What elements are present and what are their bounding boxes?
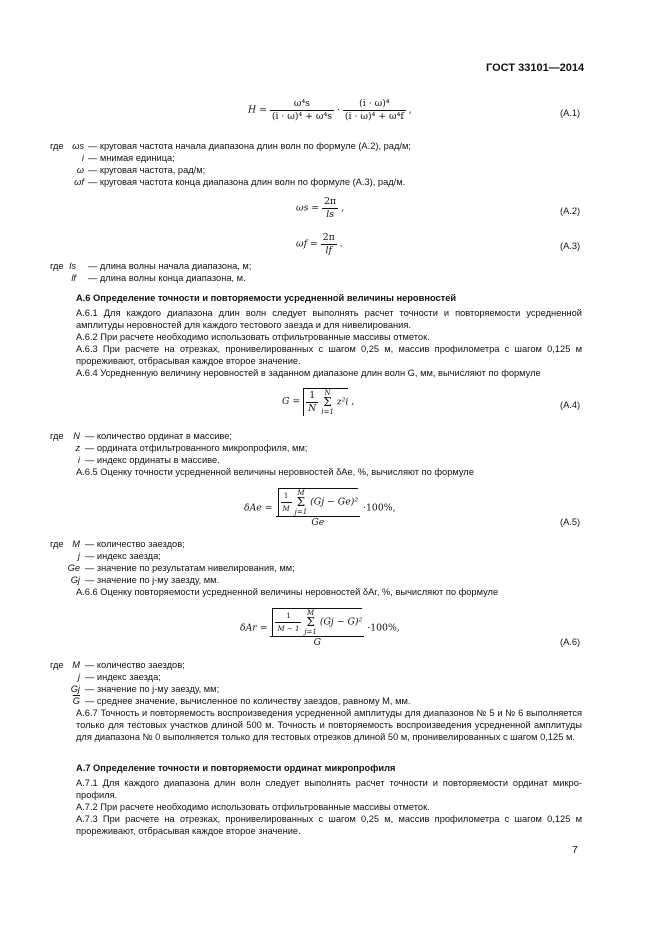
- numerator: [270, 608, 364, 637]
- sigma-icon: Σ: [296, 495, 306, 509]
- fraction: [321, 232, 337, 257]
- sum-lower: j=1: [304, 628, 317, 636]
- def-symbol: j: [77, 672, 80, 682]
- numerator: 1: [281, 490, 292, 503]
- sum-term: (Gj − Ge)²: [310, 496, 359, 508]
- eq-lhs: G =: [282, 396, 301, 407]
- sqrt-radical: [278, 488, 359, 516]
- sum-upper: M: [297, 489, 305, 497]
- numerator: 2π: [324, 196, 337, 207]
- def-symbol: ω: [76, 165, 84, 175]
- def-text: — круговая частота конца диапазона длин волн по формуле (А.3), рад/м.: [88, 177, 406, 187]
- numerator: ω⁴s: [270, 98, 334, 111]
- def-text: — длина волны начала диапазона, м;: [88, 261, 252, 271]
- sum-lower: i=1: [321, 408, 334, 416]
- sum-lower: j=1: [294, 508, 308, 516]
- def-text: — индекс заезда;: [85, 551, 161, 561]
- def-text: — мнимая единица;: [88, 153, 175, 163]
- def-symbol: j: [77, 551, 80, 561]
- sum-upper: M: [307, 609, 315, 617]
- equation-a4: [282, 388, 354, 416]
- def-symbol: ωs: [72, 141, 84, 151]
- eq-tail: ,: [408, 104, 412, 116]
- equation-a6: [240, 608, 400, 649]
- document-code: ГОСТ 33101—2014: [486, 62, 585, 74]
- sigma-icon: Σ: [306, 615, 315, 629]
- def-symbol: ls: [69, 261, 76, 271]
- equation-number: (А.3): [560, 241, 581, 251]
- fraction: [276, 488, 361, 529]
- paragraph-a67: А.6.7 Точность и повторяемость воспроизведения усредненной амплитуды для диапазонов № 5 и № 6 выполняется только для тестовых участков длиной 500 м. Точность и повторяемость воспроизведения усредненной амплитуды для диапазона № 0 выполняется только для тестовых отрезков длиной 50 м, пронивелированных с шагом 0,125 м.: [76, 708, 582, 742]
- multiply-dot: ·: [336, 104, 340, 116]
- eq-tail: ,: [351, 396, 355, 407]
- numerator: 1: [306, 390, 318, 403]
- sum-term: z²i: [336, 396, 349, 408]
- eq-lhs: ωf =: [296, 238, 318, 250]
- fraction: [343, 98, 406, 123]
- def-symbol: ωf: [74, 177, 84, 187]
- paragraph-a62: А.6.2 При расчете необходимо использовать отфильтрованные массивы отметок.: [76, 332, 430, 342]
- fraction: [270, 608, 364, 649]
- def-text: — значение по результатам нивелирования, мм;: [85, 563, 295, 573]
- eq-lhs: δAr =: [240, 622, 268, 634]
- denominator: Ge: [311, 517, 325, 528]
- def-text: — круговая частота начала диапазона длин волн по формуле (А.2), рад/м;: [88, 141, 411, 151]
- paragraph-a63: А.6.3 При расчете на отрезках, пронивелированных с шагом 0,25 м, массив профилометра с шагом 0,125 м прореживают, отбрасывая каждое второе значение.: [76, 344, 582, 366]
- def-text: — количество заездов;: [85, 660, 185, 670]
- paragraph-a72: А.7.2 При расчете необходимо использовать отфильтрованные массивы отметок.: [76, 802, 430, 812]
- def-symbol: M: [72, 660, 80, 670]
- summation: [295, 489, 308, 516]
- denominator: (i · ω)⁴ + ω⁴s: [271, 111, 333, 122]
- def-text: — среднее значение, вычисленное по количеству заездов, равному M, мм.: [85, 696, 411, 706]
- def-symbol: lf: [71, 273, 76, 283]
- def-text: — количество заездов;: [85, 539, 185, 549]
- equation-a1: [248, 98, 412, 123]
- equation-number: (А.4): [560, 400, 581, 410]
- def-symbol: Gj: [70, 575, 80, 585]
- fraction: [275, 610, 301, 635]
- numerator: 1: [275, 610, 301, 623]
- eq-lhs: ωs =: [296, 202, 320, 214]
- eq-tail: .: [339, 238, 343, 250]
- sqrt-radical: [303, 388, 348, 416]
- numerator: 2π: [322, 232, 335, 243]
- def-text: — количество ординат в массиве;: [85, 431, 232, 441]
- fraction: [270, 98, 334, 123]
- eq-tail: ,: [341, 202, 345, 214]
- paragraph-a66: А.6.6 Оценку повторяемости усредненной величины неровностей δAr, %, вычисляют по формуле: [76, 587, 499, 597]
- def-symbol: M: [72, 539, 80, 549]
- sigma-icon: Σ: [323, 395, 332, 409]
- def-symbol: $\overline{G}$: [72, 696, 80, 706]
- denominator: (i · ω)⁴ + ω⁴f: [344, 111, 404, 122]
- def-symbol: Ge: [67, 563, 80, 573]
- fraction: [281, 490, 292, 515]
- where-label: где: [50, 431, 64, 441]
- sqrt-radical: [272, 608, 362, 636]
- def-text: — индекс ординаты в массиве.: [85, 455, 220, 465]
- summation: [304, 609, 317, 636]
- equation-number: (А.2): [560, 206, 581, 216]
- paragraph-a61: А.6.1 Для каждого диапазона длин волн следует выполнять расчет точности и повторяемости усредненной амплитуды неровностей для каждого тестового заезда и для нивелирования.: [76, 308, 582, 330]
- def-symbol: Gj: [70, 684, 80, 694]
- eq-tail: ·100%,: [363, 502, 396, 514]
- paragraph-a64: А.6.4 Усредненную величину неровностей в заданном диапазоне длин волн G, мм, вычисляют по формуле: [76, 368, 541, 378]
- def-symbol: i: [77, 455, 80, 465]
- equation-number: (А.5): [560, 517, 581, 527]
- sum-term: (Gj − G)²: [319, 616, 363, 628]
- denominator: ls: [326, 209, 334, 220]
- denominator: M − 1: [277, 625, 300, 633]
- denominator: N: [308, 403, 317, 414]
- where-label: где: [50, 539, 64, 549]
- paragraph-a65: А.6.5 Оценку точности усредненной величины неровностей δAe, %, вычисляют по формуле: [76, 467, 474, 477]
- where-label: где: [50, 141, 64, 151]
- equation-a5: [244, 488, 396, 529]
- section-heading-a7: А.7 Определение точности и повторяемости ординат микропрофиля: [76, 763, 396, 773]
- numerator: [276, 488, 361, 517]
- page-number: 7: [572, 844, 578, 856]
- section-heading-a6: А.6 Определение точности и повторяемости усредненной величины неровностей: [76, 293, 457, 303]
- sum-upper: N: [324, 389, 331, 397]
- def-symbol: N: [73, 431, 80, 441]
- numerator: (i · ω)⁴: [343, 98, 406, 111]
- equation-number: (А.1): [560, 108, 581, 118]
- eq-tail: ·100%,: [367, 622, 400, 634]
- fraction: [322, 196, 338, 221]
- fraction: [306, 390, 318, 415]
- def-symbol: z: [75, 443, 80, 453]
- paragraph-a71: А.7.1 Для каждого диапазона длин волн следует выполнять расчет точности и повторяемости ординат микро-профиля.: [76, 778, 582, 800]
- def-text: — индекс заезда;: [85, 672, 161, 682]
- def-text: — ордината отфильтрованного микропрофиля, мм;: [85, 443, 308, 453]
- def-symbol: i: [81, 153, 84, 163]
- def-text: — значение по j-му заезду, мм;: [85, 684, 220, 694]
- denominator: lf: [325, 245, 332, 256]
- equation-number: (А.6): [560, 637, 581, 647]
- denominator: G: [313, 637, 322, 648]
- summation: [321, 389, 334, 416]
- where-label: где: [50, 660, 64, 670]
- equation-a2: [296, 196, 344, 221]
- eq-lhs: δAe =: [244, 502, 273, 514]
- equation-a3: [296, 232, 343, 257]
- def-text: — длина волны конца диапазона, м.: [88, 273, 246, 283]
- paragraph-a73: А.7.3 При расчете на отрезках, пронивелированных с шагом 0,25 м, массив профилометра с шагом 0,125 м прореживают, отбрасывая каждое второе значение.: [76, 814, 582, 836]
- eq-lhs: H =: [248, 104, 267, 116]
- def-text: — круговая частота, рад/м;: [88, 165, 206, 175]
- denominator: M: [282, 505, 290, 513]
- where-label: где: [50, 261, 64, 271]
- def-text: — значение по j-му заезду, мм.: [85, 575, 220, 585]
